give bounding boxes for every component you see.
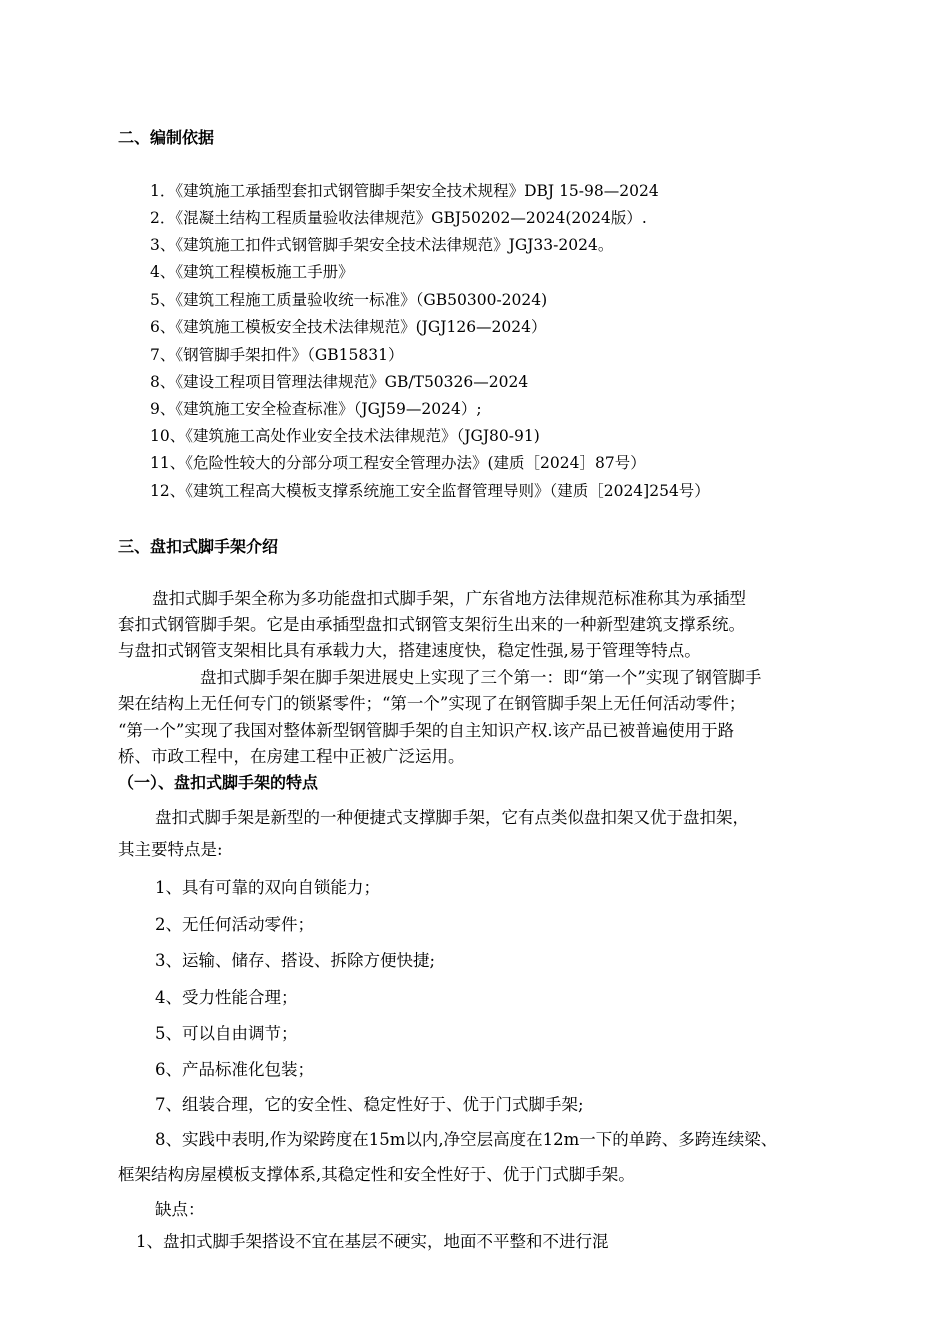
subsection-1-heading: （一）、盘扣式脚手架的特点 [118,773,319,792]
feature-item: 6、产品标准化包装； [155,1060,314,1079]
shortcomings-label: 缺点： [155,1200,205,1219]
reference-item: 9、《建筑施工安全检查标准》（JGJ59—2024）; [150,400,482,418]
reference-item: 10、《建筑施工高处作业安全技术法律规范》（JGJ80-91) [150,427,540,445]
reference-item: 4、《建筑工程模板施工手册》 [150,263,354,281]
reference-item: 11、《危险性较大的分部分项工程安全管理办法》(建质［2024］87号） [150,454,646,472]
feature-item: 4、受力性能合理； [155,988,298,1007]
paragraph-line: 架在结构上无任何专门的锁紧零件；“第一个”实现了在钢管脚手架上无任何活动零件； [118,694,746,713]
reference-item: 2．《混凝土结构工程质量验收法律规范》GBJ50202—2024(2024版）. [150,209,647,227]
reference-item: 3、《建筑施工扣件式钢管脚手架安全技术法律规范》JGJ33-2024。 [150,236,614,254]
reference-item: 5、《建筑工程施工质量验收统一标准》（GB50300-2024) [150,291,548,309]
paragraph-line: 框架结构房屋模板支撑体系,其稳定性和安全性好于、优于门式脚手架。 [118,1165,635,1184]
feature-item: 5、可以自由调节； [155,1024,298,1043]
paragraph-line: 与盘扣式钢管支架相比具有承载力大，搭建速度快，稳定性强,易于管理等特点。 [118,641,701,660]
shortcoming-item: 1、盘扣式脚手架搭设不宜在基层不硬实，地面不平整和不进行混 [136,1232,609,1251]
paragraph-line: 盘扣式脚手架在脚手架进展史上实现了三个第一：即“第一个”实现了钢管脚手 [200,668,762,687]
paragraph-line: 桥、市政工程中，在房建工程中正被广泛运用。 [118,747,465,766]
reference-item: 8、《建设工程项目管理法律规范》GB/T50326—2024 [150,373,529,391]
paragraph-line: “第一个”实现了我国对整体新型钢管脚手架的自主知识产权.该产品已被普遍使用于路 [118,721,735,740]
feature-item: 3、运输、储存、搭设、拆除方便快捷; [155,951,436,970]
paragraph-line: 盘扣式脚手架是新型的一种便捷式支撑脚手架，它有点类似盘扣架又优于盘扣架， [155,808,749,827]
feature-item: 1、具有可靠的双向自锁能力； [155,878,380,897]
paragraph-line: 8、实践中表明,作为梁跨度在15m以内,净空层高度在12m一下的单跨、多跨连续梁、 [155,1130,778,1149]
paragraph-line: 盘扣式脚手架全称为多功能盘扣式脚手架，广东省地方法律规范标准称其为承插型 [152,589,746,608]
paragraph-line: 其主要特点是: [118,840,223,859]
feature-item: 7、组装合理，它的安全性、稳定性好于、优于门式脚手架; [155,1095,584,1114]
paragraph-line: 套扣式钢管脚手架。它是由承插型盘扣式钢管支架衍生出来的一种新型建筑支撑系统。 [118,615,745,634]
section-3-heading: 三、盘扣式脚手架介绍 [118,537,279,556]
feature-item: 2、无任何活动零件； [155,915,314,934]
reference-item: 7、《钢管脚手架扣件》（GB15831） [150,346,404,364]
reference-item: 12、《建筑工程高大模板支撑系统施工安全监督管理导则》（建质［2024]254号） [150,482,710,500]
reference-item: 6、《建筑施工模板安全技术法律规范》(JGJ126—2024） [150,318,547,336]
reference-item: 1．《建筑施工承插型套扣式钢管脚手架安全技术规程》DBJ 15-98—2024 [150,182,659,200]
section-2-heading: 二、编制依据 [118,128,215,147]
